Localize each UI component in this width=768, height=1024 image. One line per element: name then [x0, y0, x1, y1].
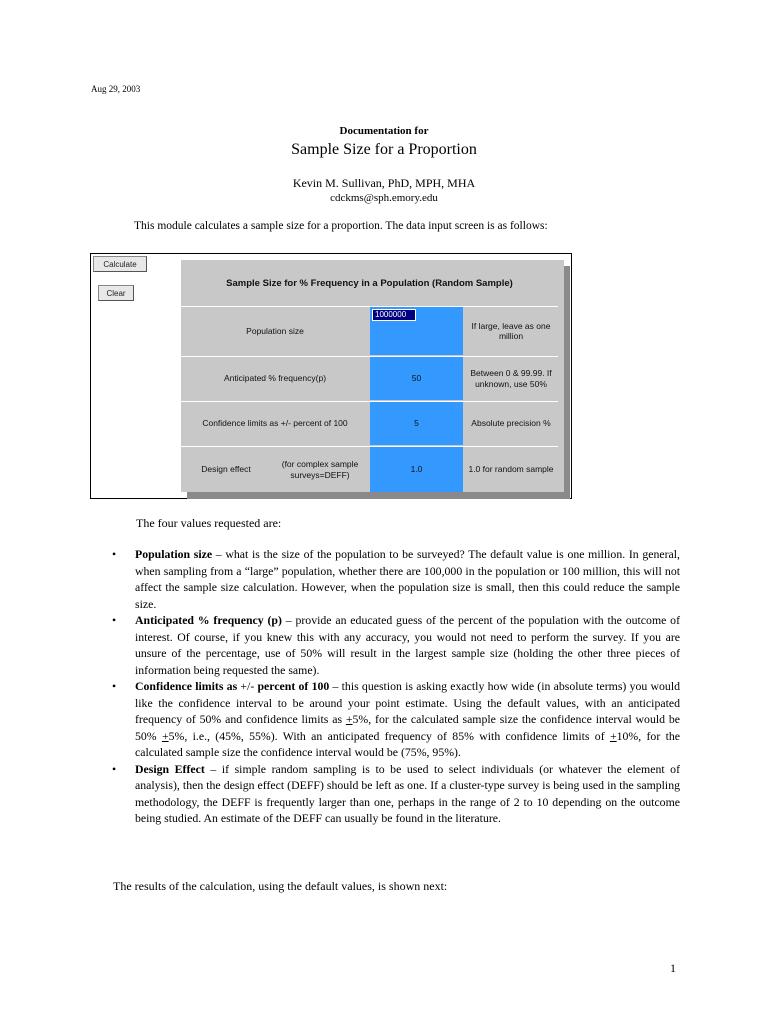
bullet-list — [104, 546, 680, 827]
document-date: Aug 29, 2003 — [91, 84, 141, 94]
bullet-term-end: percent of 100 — [257, 679, 330, 693]
panel-title: Sample Size for % Frequency in a Population (Random Sample) — [181, 260, 558, 307]
design-effect-label: Design effect — [201, 464, 251, 475]
confidence-limits-label: Confidence limits as +/- percent of 100 — [202, 418, 348, 429]
plus-minus: + — [609, 728, 617, 743]
plus-minus: + — [161, 728, 169, 743]
design-effect-input[interactable]: 1.0 — [370, 447, 463, 492]
bullet-text: what is the size of the population to be surveyed? The default value is one million. In general, when sampling from a “large” population, whether there are 100,000 in the population or 100 million, this will not affect the sample size calculation. However, when the population size is small, then this could reduce the sample size. — [135, 547, 681, 611]
bullet-icon: • — [112, 679, 117, 693]
bullet-text: if simple random sampling is to be used to select individuals (or whatever the element of analysis), then the design effect (DEFF) should be left as one. If a cluster-type survey is being used in the sampling methodology, the DEFF is frequently larger than one, perhaps in the range of 2 to 10 depending on the outcome being studied. An estimate of the DEFF can usually be found in the literature. — [135, 761, 681, 825]
bullet-term: Confidence limits as — [135, 679, 238, 693]
bullet-text: 10%, for the calculated sample size the confidence interval would be (75%, 95%). — [135, 728, 680, 759]
bullet-text: 5%, for the calculated sample size the confidence interval would be 50% — [135, 712, 680, 743]
documentation-for-heading: Documentation for — [339, 125, 429, 137]
dash: – — [204, 761, 222, 776]
document-title: Sample Size for a Proportion — [291, 141, 477, 158]
dash: – — [212, 547, 226, 561]
design-effect-help: 1.0 for random sample — [468, 464, 554, 475]
anticipated-frequency-help: Between 0 & 99.99. If unknown, use 50% — [470, 368, 552, 389]
bullet-icon: • — [112, 761, 117, 776]
page-number: 1 — [670, 961, 676, 975]
anticipated-frequency-input[interactable]: 50 — [370, 357, 463, 400]
bullet-icon: • — [112, 613, 117, 627]
population-size-help: If large, leave as one million — [471, 320, 551, 341]
bullet-icon: • — [112, 547, 117, 561]
anticipated-frequency-label: Anticipated % frequency(p) — [223, 373, 327, 384]
data-input-screenshot — [90, 253, 572, 499]
four-values-intro: The four values requested are: — [136, 516, 282, 530]
bullet-text: this question is asking exactly how wide (in absolute terms) you would like the confidence interval to be around your point estimate. Using the default values, with an anticipated frequency of 50% and confidence limits as — [135, 679, 680, 726]
list-item — [104, 761, 680, 827]
bullet-term: Anticipated % frequency (p) — [135, 613, 282, 627]
calculate-button[interactable]: Calculate — [93, 256, 147, 272]
bullet-text: 5%, i.e., (45%, 55%). With an anticipated frequency of 85% with confidence limits of — [168, 728, 610, 743]
design-effect-sublabel: (for complex sample surveys=DEFF) — [281, 459, 359, 480]
clear-button[interactable]: Clear — [98, 285, 134, 301]
confidence-limits-input[interactable]: 5 — [370, 402, 463, 445]
results-paragraph: The results of the calculation, using the default values, is shown next: — [113, 879, 448, 893]
bullet-term: Design Effect — [135, 761, 205, 776]
dash: – — [329, 679, 342, 693]
intro-paragraph: This module calculates a sample size for a proportion. The data input screen is as follows: — [134, 220, 548, 232]
bullet-text: provide an educated guess of the percent of the population with the outcome of interest. Of course, if you knew this with any accuracy, you would not need to perform the survey. If you are unsure of the percentage, use of 50% will result in the largest sample size (holding the other three pieces of information being requested the same). — [135, 613, 681, 677]
bullet-term: Population size — [135, 547, 213, 561]
plus-minus: + — [345, 712, 353, 726]
confidence-limits-help: Absolute precision % — [471, 418, 551, 429]
list-item — [104, 546, 680, 612]
population-size-label: Population size — [246, 325, 304, 336]
input-panel — [181, 260, 564, 492]
author-line: Kevin M. Sullivan, PhD, MPH, MHA — [292, 176, 476, 190]
population-size-cell — [370, 307, 463, 355]
bullet-term-mid: +/- — [237, 679, 258, 693]
list-item — [104, 678, 680, 761]
author-email: cdckms@sph.emory.edu — [330, 192, 438, 204]
population-size-input[interactable]: 1000000 — [372, 309, 416, 321]
list-item — [104, 612, 680, 678]
dash: – — [281, 613, 296, 627]
